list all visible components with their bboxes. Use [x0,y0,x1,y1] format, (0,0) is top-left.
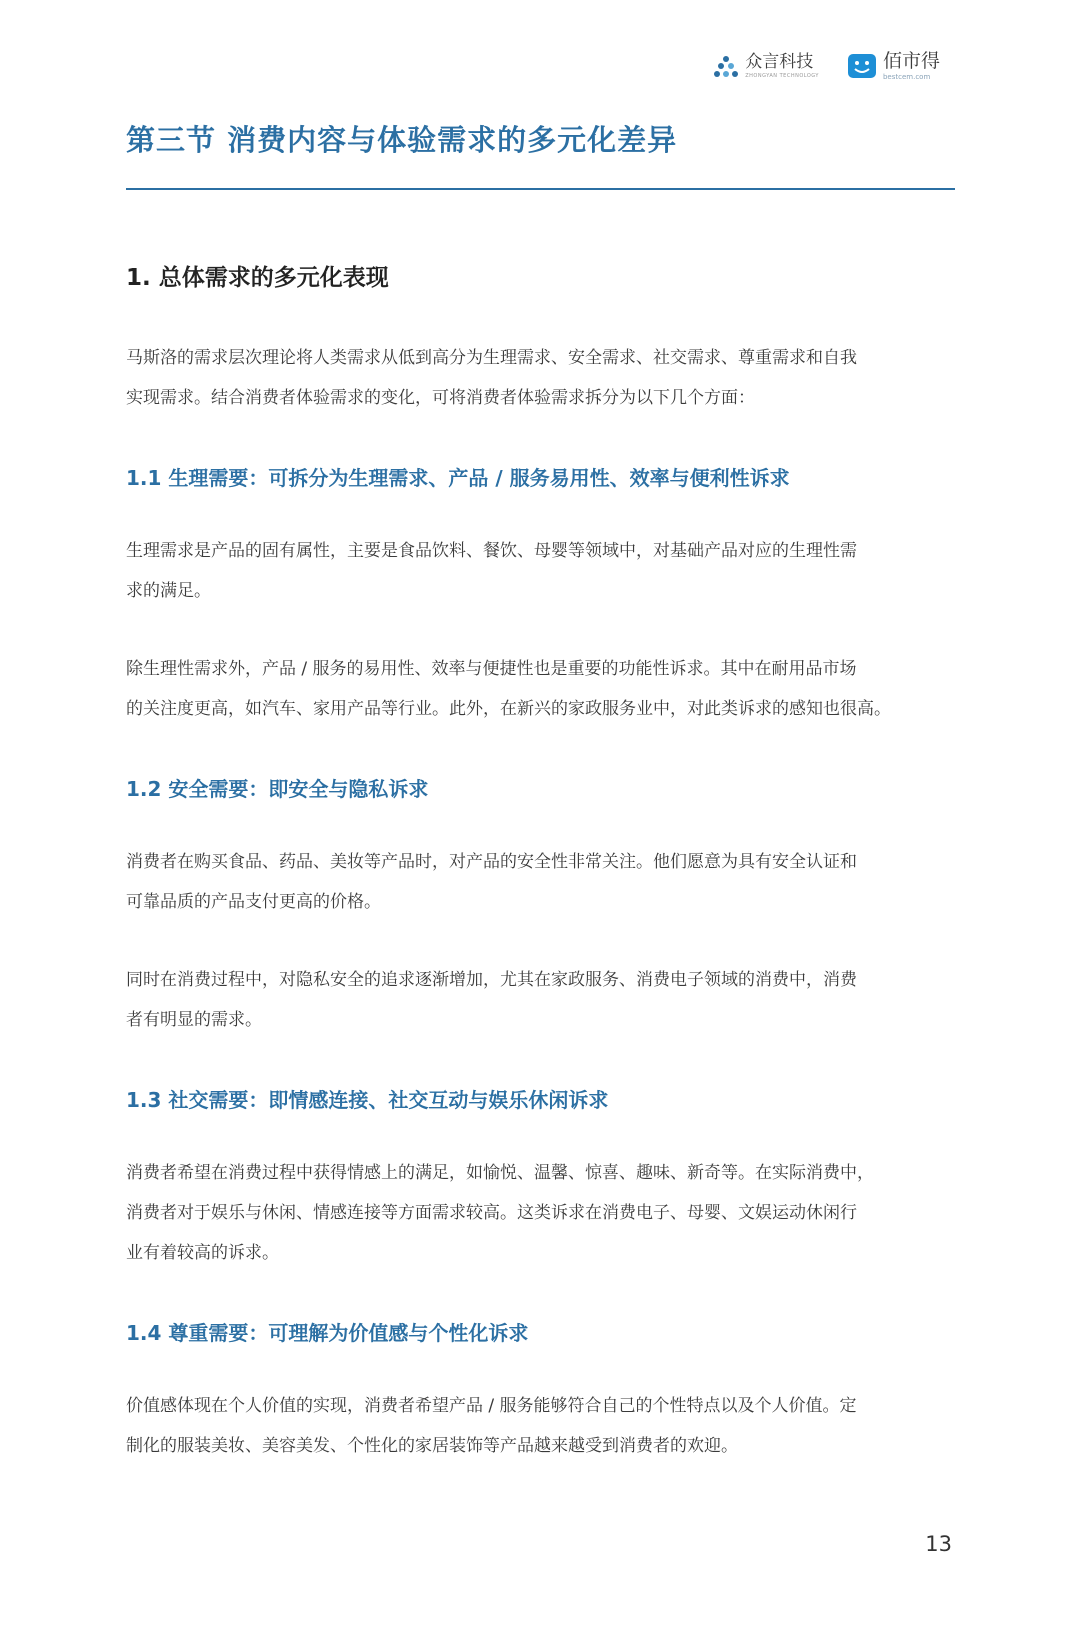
intro-line: 马斯洛的需求层次理论将人类需求从低到高分为生理需求、安全需求、社交需求、尊重需求和自我 [126,348,857,368]
paragraph-line: 同时在消费过程中，对隐私安全的追求逐渐增加，尤其在家政服务、消费电子领域的消费中，消费 [126,970,857,990]
title-divider [126,188,955,190]
bestcem-logo-subtext: bestcem.com [882,73,931,81]
paragraph-line: 的关注度更高，如汽车、家用产品等行业。此外，在新兴的家政服务业中，对此类诉求的感知也很高。 [126,699,891,719]
paragraph-1-2-b [126,960,955,1040]
zhongyan-logo [713,54,819,79]
main-content [126,258,955,1466]
zhongyan-logo-subtext: ZHONGYAN TECHNOLOGY [745,73,819,79]
paragraph-line: 消费者对于娱乐与休闲、情感连接等方面需求较高。这类诉求在消费电子、母婴、文娱运动休闲行 [126,1203,857,1223]
intro-line: 实现需求。结合消费者体验需求的变化，可将消费者体验需求拆分为以下几个方面： [126,388,755,408]
paragraph-1-1-a [126,531,955,611]
paragraph-line: 除生理性需求外，产品 / 服务的易用性、效率与便捷性也是重要的功能性诉求。其中在耐用品市场 [126,659,857,679]
bestcem-logo-text: 佰市得 [882,50,940,72]
paragraph-line: 业有着较高的诉求。 [126,1243,279,1263]
paragraph-line: 求的满足。 [126,581,211,601]
section-title: 第三节 消费内容与体验需求的多元化差异 [126,123,678,157]
header-logos [713,52,940,81]
heading-1-3: 1.3 社交需要：即情感连接、社交互动与娱乐休闲诉求 [126,1088,609,1112]
paragraph-line: 制化的服装美妆、美容美发、个性化的家居装饰等产品越来越受到消费者的欢迎。 [126,1436,738,1456]
intro-paragraph [126,338,955,418]
heading-1-4: 1.4 尊重需要：可理解为价值感与个性化诉求 [126,1321,529,1345]
paragraph-1-1-b [126,649,955,729]
paragraph-line: 者有明显的需求。 [126,1010,262,1030]
paragraph-line: 可靠品质的产品支付更高的价格。 [126,892,381,912]
page-number: 13 [925,1532,952,1556]
paragraph-line: 消费者在购买食品、药品、美妆等产品时，对产品的安全性非常关注。他们愿意为具有安全认证和 [126,852,857,872]
subsection-heading: 1. 总体需求的多元化表现 [126,265,389,291]
paragraph-1-3 [126,1153,955,1273]
heading-1-1: 1.1 生理需要：可拆分为生理需求、产品 / 服务易用性、效率与便利性诉求 [126,466,790,490]
zhongyan-logo-icon [713,55,739,79]
paragraph-line: 价值感体现在个人价值的实现，消费者希望产品 / 服务能够符合自己的个性特点以及个人价值。定 [126,1396,857,1416]
zhongyan-logo-text: 众言科技 [745,52,814,72]
paragraph-line: 生理需求是产品的固有属性，主要是食品饮料、餐饮、母婴等领域中，对基础产品对应的生理性需 [126,541,857,561]
paragraph-line: 消费者希望在消费过程中获得情感上的满足，如愉悦、温馨、惊喜、趣味、新奇等。在实际消费中， [126,1163,874,1183]
bestcem-logo-icon [847,53,877,81]
bestcem-logo [847,52,940,81]
heading-1-2: 1.2 安全需要：即安全与隐私诉求 [126,777,429,801]
paragraph-1-4 [126,1386,955,1466]
paragraph-1-2-a [126,842,955,922]
